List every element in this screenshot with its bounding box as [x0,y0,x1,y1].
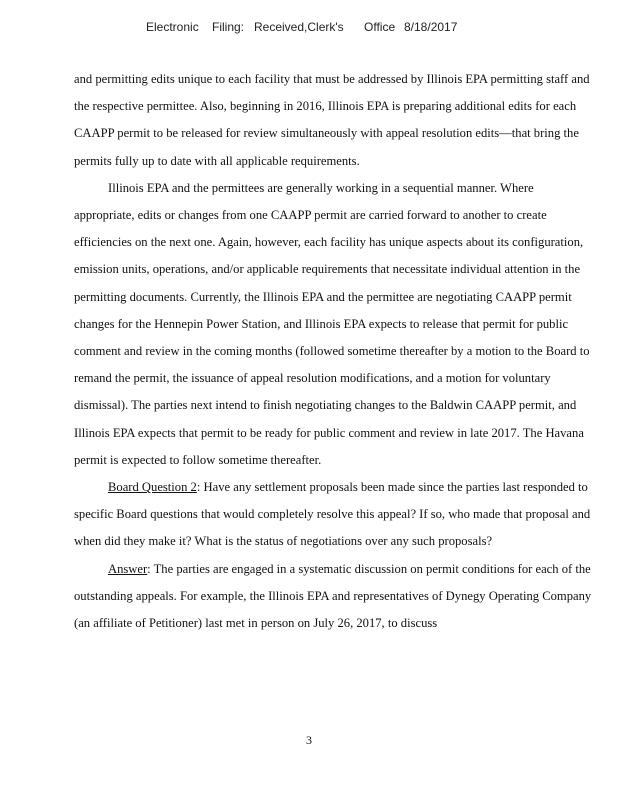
header-office: Office [364,20,396,34]
paragraph-sequential-manner: Illinois EPA and the permittees are generally working in a sequential manner. Where appropriate, edits or changes from one CAAPP permit are carried forward to another to create efficiencies on the next one. Again, however, each facility has unique aspects about its configuration, emission units, operations, and/or applicable requirements that necessitate individual attention in the permitting documents. Currently, the Illinois EPA and the permittee are negotiating CAAPP permit changes for the Hennepin Power Station, and Illinois EPA expects to release that permit for public comment and review in the coming months (followed sometime thereafter by a motion to the Board to remand the permit, the issuance of appeal resolution modifications, and a motion for voluntary dismissal). The parties next intend to finish negotiating changes to the Baldwin CAAPP permit, and Illinois EPA expects that permit to be ready for public comment and review in late 2017. The Havana permit is expected to follow sometime thereafter. [74,180,590,467]
answer-label: Answer [108,561,148,576]
document-body [74,66,594,637]
header-filing: Filing: [212,20,245,34]
answer-text: : The parties are engaged in a systematic discussion on permit conditions for each of the outstanding appeals. For example, the Illinois EPA and representatives of Dynegy Operating Company (an affiliate of Petitioner) last met in person on July 26, 2017, to discuss [74,561,592,631]
header-date: 8/18/2017 [404,20,458,34]
board-question-text: : Have any settlement proposals been made since the parties last responded to specific Board questions that would completely resolve this appeal? If so, who made that proposal and when did they make it? What is the status of negotiations over any such proposals? [74,480,591,549]
page-number: 3 [306,733,312,747]
paragraph-board-question-2 [74,474,594,556]
board-question-label: Board Question 2 [108,480,197,495]
header-received: Received,Clerk's [254,20,344,34]
paragraph-answer [74,556,594,638]
paragraph-permitting-edits: and permitting edits unique to each facility that must be addressed by Illinois EPA permitting staff and the respective permittee. Also, beginning in 2016, Illinois EPA is preparing additional edits for each CAAPP permit to be released for review simultaneously with appeal resolution edits—that bring the permits fully up to date with all applicable requirements. [74,72,590,168]
electronic-filing-header [0,20,618,38]
header-electronic: Electronic [146,20,199,34]
